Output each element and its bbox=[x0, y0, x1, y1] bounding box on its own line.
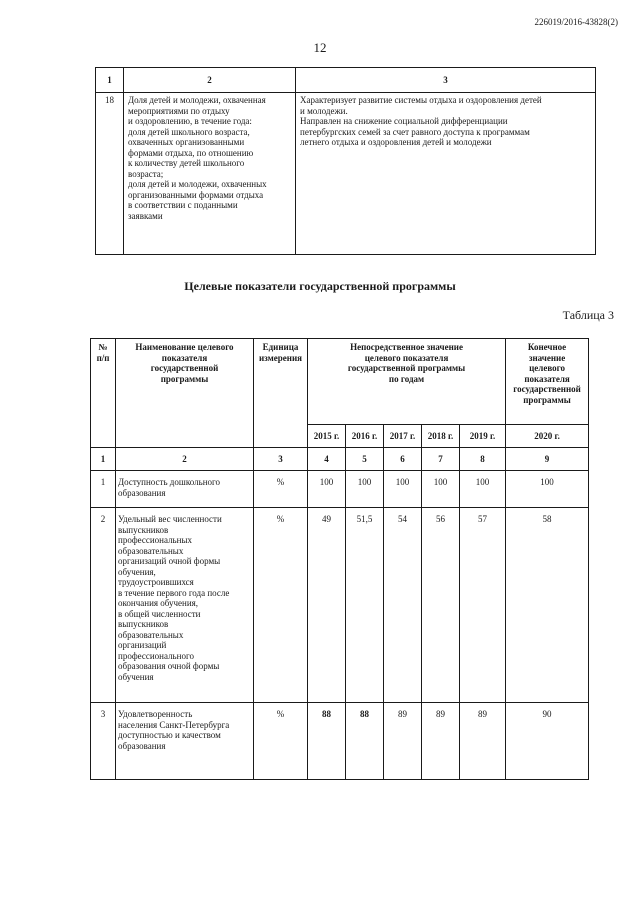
column-number: 9 bbox=[506, 448, 589, 471]
indicator-name: Доля детей и молодежи, охваченная мероприятиями по отдыху и оздоровлению, в течение года: доля детей школьного возраста, охваченных организованными формами отдыха, по отношению к количеству детей школьного возраста; доля детей и молодежи, охваченных организованными формами отдыха в соответствии с поданными заявками bbox=[124, 93, 296, 255]
header-direct-values: Непосредственное значение целевого показателя государственной программы по годам bbox=[308, 339, 506, 425]
value-2020: 90 bbox=[506, 703, 589, 780]
year-2017: 2017 г. bbox=[384, 425, 422, 448]
table-row bbox=[91, 471, 589, 508]
column-number: 2 bbox=[116, 448, 254, 471]
row-number: 2 bbox=[91, 508, 116, 703]
indicator-name: Удельный вес численности выпускников профессиональных образовательных организаций очной формы обучения, трудоустроившихся в течение первого года после окончания обучения, в общей численности выпускников образовательных организаций профессионального образования очной формы обучения bbox=[116, 508, 254, 703]
year-2020: 2020 г. bbox=[506, 425, 589, 448]
year-2015: 2015 г. bbox=[308, 425, 346, 448]
table-row bbox=[91, 703, 589, 780]
year-2018: 2018 г. bbox=[422, 425, 460, 448]
column-number: 8 bbox=[460, 448, 506, 471]
table-row bbox=[91, 508, 589, 703]
table-header-row bbox=[91, 339, 589, 425]
table-row bbox=[96, 93, 596, 255]
column-number: 5 bbox=[346, 448, 384, 471]
column-number: 6 bbox=[384, 448, 422, 471]
indicator-name: Доступность дошкольного образования bbox=[116, 471, 254, 508]
value-2017: 89 bbox=[384, 703, 422, 780]
header-name: Наименование целевого показателя государственной программы bbox=[116, 339, 254, 448]
value-2020: 100 bbox=[506, 471, 589, 508]
column-number-1: 1 bbox=[96, 68, 124, 93]
unit-cell: % bbox=[254, 508, 308, 703]
document-id: 226019/2016-43828(2) bbox=[534, 17, 618, 27]
header-number: № п/п bbox=[91, 339, 116, 448]
target-indicators-table bbox=[90, 338, 589, 780]
value-2019: 89 bbox=[460, 703, 506, 780]
value-2016: 88 bbox=[346, 703, 384, 780]
row-number: 18 bbox=[96, 93, 124, 255]
row-number: 1 bbox=[91, 471, 116, 508]
table-continued bbox=[95, 67, 596, 255]
value-2019: 57 bbox=[460, 508, 506, 703]
section-title: Целевые показатели государственной программы bbox=[184, 279, 456, 293]
unit-cell: % bbox=[254, 471, 308, 508]
value-2015: 100 bbox=[308, 471, 346, 508]
value-2019: 100 bbox=[460, 471, 506, 508]
value-2017: 54 bbox=[384, 508, 422, 703]
column-number-2: 2 bbox=[124, 68, 296, 93]
value-2018: 89 bbox=[422, 703, 460, 780]
year-2019: 2019 г. bbox=[460, 425, 506, 448]
value-2016: 100 bbox=[346, 471, 384, 508]
column-number: 3 bbox=[254, 448, 308, 471]
table-header-row bbox=[96, 68, 596, 93]
header-final-value: Конечное значение целевого показателя государственной программы bbox=[506, 339, 589, 425]
table-label: Таблица 3 bbox=[562, 308, 614, 322]
indicator-description: Характеризует развитие системы отдыха и оздоровления детей и молодежи. Направлен на снижение социальной дифференциации петербургских семей за счет равного доступа к программам летнего отдыха и оздоровления детей и молодежи bbox=[296, 93, 596, 255]
header-unit: Единица измерения bbox=[254, 339, 308, 448]
value-2018: 56 bbox=[422, 508, 460, 703]
column-number: 4 bbox=[308, 448, 346, 471]
value-2017: 100 bbox=[384, 471, 422, 508]
column-number: 1 bbox=[91, 448, 116, 471]
column-number: 7 bbox=[422, 448, 460, 471]
value-2018: 100 bbox=[422, 471, 460, 508]
year-2016: 2016 г. bbox=[346, 425, 384, 448]
page-number: 12 bbox=[313, 40, 327, 55]
unit-cell: % bbox=[254, 703, 308, 780]
value-2016: 51,5 bbox=[346, 508, 384, 703]
row-number: 3 bbox=[91, 703, 116, 780]
column-number-3: 3 bbox=[296, 68, 596, 93]
value-2015: 49 bbox=[308, 508, 346, 703]
indicator-name: Удовлетворенность населения Санкт-Петербурга доступностью и качеством образования bbox=[116, 703, 254, 780]
value-2015: 88 bbox=[308, 703, 346, 780]
value-2020: 58 bbox=[506, 508, 589, 703]
column-numbers-row bbox=[91, 448, 589, 471]
